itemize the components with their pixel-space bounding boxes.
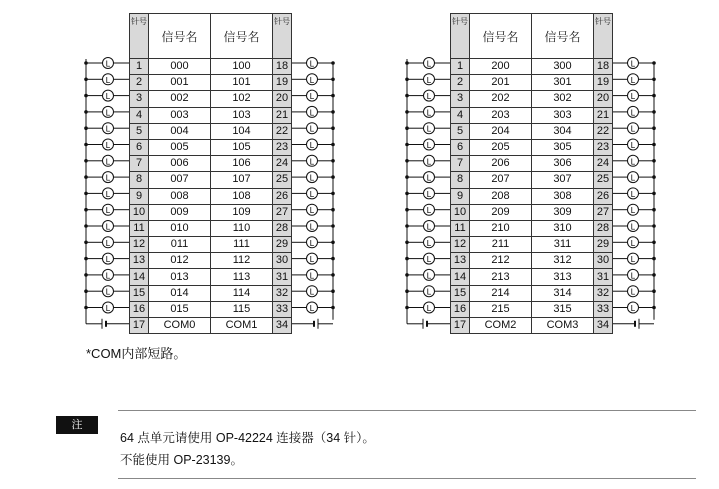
pin-number-right: 24 bbox=[273, 156, 292, 172]
com-footnote: *COM内部短路。 bbox=[86, 346, 187, 361]
table-row bbox=[451, 156, 613, 172]
pin-number-right: 30 bbox=[273, 253, 292, 269]
pin-number-right: 28 bbox=[273, 220, 292, 236]
table-row bbox=[451, 172, 613, 188]
table-row bbox=[451, 285, 613, 301]
signal-name-right: 304 bbox=[532, 123, 594, 139]
signal-name-right: 108 bbox=[211, 188, 273, 204]
pin-number-right: 18 bbox=[273, 59, 292, 75]
signal-name-left: 207 bbox=[470, 172, 532, 188]
junction-dot bbox=[652, 61, 656, 65]
junction-dot bbox=[405, 192, 409, 196]
header-pin-left: 针号 bbox=[451, 14, 470, 59]
load-label: L bbox=[309, 189, 315, 199]
pin-number-left: 2 bbox=[130, 75, 149, 91]
junction-dot bbox=[652, 289, 656, 293]
load-label: L bbox=[105, 124, 111, 134]
junction-dot bbox=[405, 289, 409, 293]
pin-number-left: 9 bbox=[130, 188, 149, 204]
junction-dot bbox=[652, 208, 656, 212]
signal-name-left: 205 bbox=[470, 139, 532, 155]
pin-number-left: 5 bbox=[451, 123, 470, 139]
junction-dot bbox=[405, 159, 409, 163]
pin-number-right: 26 bbox=[273, 188, 292, 204]
pin-number-left: 6 bbox=[451, 139, 470, 155]
pin-number-right: 34 bbox=[594, 318, 613, 334]
signal-name-left: 200 bbox=[470, 59, 532, 75]
signal-name-right: 103 bbox=[211, 107, 273, 123]
load-label: L bbox=[309, 206, 315, 216]
load-label: L bbox=[426, 189, 432, 199]
signal-name-left: 010 bbox=[149, 220, 211, 236]
pin-number-left: 7 bbox=[130, 156, 149, 172]
table-row bbox=[451, 237, 613, 253]
pin-number-right: 33 bbox=[273, 301, 292, 317]
signal-name-right: 115 bbox=[211, 301, 273, 317]
signal-name-left: 009 bbox=[149, 204, 211, 220]
load-label: L bbox=[105, 255, 111, 265]
junction-dot bbox=[652, 241, 656, 245]
load-label: L bbox=[105, 75, 111, 85]
signal-name-left: 202 bbox=[470, 91, 532, 107]
load-label: L bbox=[630, 271, 636, 281]
signal-name-left: 004 bbox=[149, 123, 211, 139]
pin-number-right: 18 bbox=[594, 59, 613, 75]
junction-dot bbox=[405, 94, 409, 98]
signal-name-right: 303 bbox=[532, 107, 594, 123]
pin-table-right bbox=[450, 13, 613, 334]
pin-number-left: 4 bbox=[130, 107, 149, 123]
note-line-1: 64 点单元请使用 OP-42224 连接器（34 针）。 bbox=[120, 431, 375, 445]
load-label: L bbox=[105, 304, 111, 313]
pin-number-right: 23 bbox=[273, 139, 292, 155]
header-signal-right: 信号名 bbox=[532, 14, 594, 59]
signal-name-left: COM0 bbox=[149, 318, 211, 334]
junction-dot bbox=[405, 175, 409, 179]
signal-name-left: 003 bbox=[149, 107, 211, 123]
load-label: L bbox=[426, 124, 432, 134]
load-label: L bbox=[105, 287, 111, 297]
load-label: L bbox=[630, 75, 636, 85]
pin-number-right: 21 bbox=[594, 107, 613, 123]
load-label: L bbox=[630, 189, 636, 199]
pin-number-left: 11 bbox=[130, 220, 149, 236]
pin-number-right: 31 bbox=[273, 269, 292, 285]
pin-number-right: 32 bbox=[273, 285, 292, 301]
signal-name-right: 109 bbox=[211, 204, 273, 220]
junction-dot bbox=[652, 257, 656, 261]
signal-name-right: 305 bbox=[532, 139, 594, 155]
pin-number-left: 6 bbox=[130, 139, 149, 155]
signal-name-right: 101 bbox=[211, 75, 273, 91]
load-label: L bbox=[630, 59, 636, 69]
pin-number-right: 29 bbox=[594, 237, 613, 253]
load-label: L bbox=[309, 173, 315, 183]
pin-number-left: 3 bbox=[451, 91, 470, 107]
pin-number-left: 5 bbox=[130, 123, 149, 139]
junction-dot bbox=[652, 126, 656, 130]
signal-name-left: 201 bbox=[470, 75, 532, 91]
load-label: L bbox=[426, 238, 432, 248]
pin-number-left: 3 bbox=[130, 91, 149, 107]
load-label: L bbox=[105, 206, 111, 216]
load-label: L bbox=[630, 108, 636, 118]
pin-number-right: 33 bbox=[594, 301, 613, 317]
load-label: L bbox=[630, 287, 636, 297]
pin-number-right: 27 bbox=[594, 204, 613, 220]
pin-number-right: 25 bbox=[273, 172, 292, 188]
signal-name-left: 007 bbox=[149, 172, 211, 188]
pin-number-left: 9 bbox=[451, 188, 470, 204]
load-label: L bbox=[630, 157, 636, 167]
pin-number-left: 13 bbox=[451, 253, 470, 269]
signal-name-left: 000 bbox=[149, 59, 211, 75]
load-label: L bbox=[309, 304, 315, 313]
load-label: L bbox=[426, 304, 432, 313]
signal-name-right: 306 bbox=[532, 156, 594, 172]
signal-name-left: 213 bbox=[470, 269, 532, 285]
junction-dot bbox=[652, 78, 656, 82]
table-row bbox=[451, 269, 613, 285]
pin-number-left: 16 bbox=[451, 301, 470, 317]
header-pin-right: 针号 bbox=[273, 14, 292, 59]
load-label: L bbox=[426, 173, 432, 183]
signal-name-right: 315 bbox=[532, 301, 594, 317]
table-row bbox=[451, 253, 613, 269]
pin-number-right: 30 bbox=[594, 253, 613, 269]
junction-dot bbox=[652, 306, 656, 310]
load-label: L bbox=[309, 287, 315, 297]
load-label: L bbox=[105, 222, 111, 232]
load-label: L bbox=[426, 141, 432, 150]
pin-number-left: 4 bbox=[451, 107, 470, 123]
load-label: L bbox=[630, 206, 636, 216]
load-label: L bbox=[105, 189, 111, 199]
load-label: L bbox=[426, 92, 432, 102]
load-label: L bbox=[630, 124, 636, 134]
load-label: L bbox=[309, 108, 315, 118]
load-label: L bbox=[309, 255, 315, 265]
junction-dot bbox=[652, 143, 656, 147]
signal-name-left: 013 bbox=[149, 269, 211, 285]
signal-name-left: 211 bbox=[470, 237, 532, 253]
table-row bbox=[451, 123, 613, 139]
signal-name-right: 301 bbox=[532, 75, 594, 91]
table-row bbox=[451, 107, 613, 123]
load-label: L bbox=[309, 141, 315, 150]
signal-name-left: 210 bbox=[470, 220, 532, 236]
load-label: L bbox=[630, 92, 636, 102]
load-label: L bbox=[309, 59, 315, 69]
load-label: L bbox=[105, 59, 111, 69]
signal-name-right: COM1 bbox=[211, 318, 273, 334]
signal-name-right: 314 bbox=[532, 285, 594, 301]
load-label: L bbox=[426, 206, 432, 216]
signal-name-left: 006 bbox=[149, 156, 211, 172]
signal-name-right: 110 bbox=[211, 220, 273, 236]
header-pin-right: 针号 bbox=[594, 14, 613, 59]
load-label: L bbox=[105, 157, 111, 167]
signal-name-left: 215 bbox=[470, 301, 532, 317]
pin-number-right: 19 bbox=[273, 75, 292, 91]
pin-number-right: 27 bbox=[273, 204, 292, 220]
header-signal-left: 信号名 bbox=[149, 14, 211, 59]
load-label: L bbox=[426, 59, 432, 69]
load-label: L bbox=[105, 108, 111, 118]
junction-dot bbox=[405, 126, 409, 130]
junction-dot bbox=[405, 143, 409, 147]
pin-number-left: 14 bbox=[451, 269, 470, 285]
table-row bbox=[451, 318, 613, 334]
signal-name-left: 001 bbox=[149, 75, 211, 91]
load-label: L bbox=[309, 238, 315, 248]
signal-name-left: 002 bbox=[149, 91, 211, 107]
note-tag: 注 bbox=[56, 416, 98, 434]
table-row bbox=[451, 188, 613, 204]
pin-number-left: 1 bbox=[451, 59, 470, 75]
table-row bbox=[451, 91, 613, 107]
header-pin-left: 针号 bbox=[130, 14, 149, 59]
junction-dot bbox=[405, 257, 409, 261]
junction-dot bbox=[405, 273, 409, 277]
pin-number-right: 21 bbox=[273, 107, 292, 123]
junction-dot bbox=[652, 224, 656, 228]
pin-number-right: 25 bbox=[594, 172, 613, 188]
load-label: L bbox=[426, 271, 432, 281]
pin-number-left: 1 bbox=[130, 59, 149, 75]
load-label: L bbox=[105, 238, 111, 248]
note-rule-top bbox=[118, 410, 696, 411]
signal-name-left: 208 bbox=[470, 188, 532, 204]
pin-number-right: 20 bbox=[273, 91, 292, 107]
load-label: L bbox=[105, 92, 111, 102]
signal-name-right: 106 bbox=[211, 156, 273, 172]
signal-name-left: 214 bbox=[470, 285, 532, 301]
signal-name-left: 015 bbox=[149, 301, 211, 317]
pin-number-right: 22 bbox=[273, 123, 292, 139]
signal-name-left: 011 bbox=[149, 237, 211, 253]
pin-number-left: 15 bbox=[130, 285, 149, 301]
pin-number-left: 2 bbox=[451, 75, 470, 91]
signal-name-right: 107 bbox=[211, 172, 273, 188]
junction-dot bbox=[652, 94, 656, 98]
pin-number-right: 31 bbox=[594, 269, 613, 285]
header-signal-right: 信号名 bbox=[211, 14, 273, 59]
load-label: L bbox=[309, 124, 315, 134]
load-label: L bbox=[426, 157, 432, 167]
load-label: L bbox=[426, 75, 432, 85]
junction-dot bbox=[652, 110, 656, 114]
load-label: L bbox=[426, 222, 432, 232]
signal-name-right: 302 bbox=[532, 91, 594, 107]
signal-name-right: COM3 bbox=[532, 318, 594, 334]
pin-number-right: 28 bbox=[594, 220, 613, 236]
pin-number-right: 29 bbox=[273, 237, 292, 253]
pin-number-right: 19 bbox=[594, 75, 613, 91]
signal-name-left: 206 bbox=[470, 156, 532, 172]
signal-name-right: 311 bbox=[532, 237, 594, 253]
pin-number-right: 24 bbox=[594, 156, 613, 172]
pin-number-left: 7 bbox=[451, 156, 470, 172]
signal-name-right: 111 bbox=[211, 237, 273, 253]
pin-number-left: 12 bbox=[130, 237, 149, 253]
load-label: L bbox=[309, 271, 315, 281]
signal-name-left: 203 bbox=[470, 107, 532, 123]
signal-name-right: 313 bbox=[532, 269, 594, 285]
pin-number-left: 14 bbox=[130, 269, 149, 285]
signal-name-right: 309 bbox=[532, 204, 594, 220]
load-label: L bbox=[105, 141, 111, 150]
junction-dot bbox=[405, 208, 409, 212]
signal-name-left: 204 bbox=[470, 123, 532, 139]
pin-number-left: 10 bbox=[451, 204, 470, 220]
table-row bbox=[451, 139, 613, 155]
pin-number-left: 8 bbox=[451, 172, 470, 188]
pin-number-right: 23 bbox=[594, 139, 613, 155]
signal-name-left: 008 bbox=[149, 188, 211, 204]
load-label: L bbox=[630, 222, 636, 232]
load-label: L bbox=[309, 75, 315, 85]
junction-dot bbox=[405, 78, 409, 82]
pin-number-right: 34 bbox=[273, 318, 292, 334]
pin-number-right: 26 bbox=[594, 188, 613, 204]
header-signal-left: 信号名 bbox=[470, 14, 532, 59]
signal-name-right: 102 bbox=[211, 91, 273, 107]
junction-dot bbox=[405, 241, 409, 245]
table-row bbox=[451, 204, 613, 220]
pin-number-left: 8 bbox=[130, 172, 149, 188]
pin-number-left: 13 bbox=[130, 253, 149, 269]
junction-dot bbox=[652, 273, 656, 277]
junction-dot bbox=[405, 110, 409, 114]
signal-name-right: 307 bbox=[532, 172, 594, 188]
junction-dot bbox=[652, 192, 656, 196]
pin-number-left: 17 bbox=[130, 318, 149, 334]
junction-dot bbox=[405, 306, 409, 310]
signal-name-right: 100 bbox=[211, 59, 273, 75]
signal-name-right: 308 bbox=[532, 188, 594, 204]
signal-name-left: 212 bbox=[470, 253, 532, 269]
load-label: L bbox=[309, 222, 315, 232]
signal-name-left: 014 bbox=[149, 285, 211, 301]
junction-dot bbox=[652, 159, 656, 163]
pin-number-left: 16 bbox=[130, 301, 149, 317]
signal-name-left: 005 bbox=[149, 139, 211, 155]
signal-name-left: 209 bbox=[470, 204, 532, 220]
pin-number-right: 22 bbox=[594, 123, 613, 139]
note-rule-bottom bbox=[118, 478, 696, 479]
load-label: L bbox=[309, 92, 315, 102]
signal-name-left: 012 bbox=[149, 253, 211, 269]
pin-number-right: 20 bbox=[594, 91, 613, 107]
pin-number-left: 11 bbox=[451, 220, 470, 236]
note-line-2: 不能使用 OP-23139。 bbox=[120, 453, 243, 467]
signal-name-right: 113 bbox=[211, 269, 273, 285]
table-row bbox=[451, 59, 613, 75]
load-label: L bbox=[309, 157, 315, 167]
pin-number-left: 15 bbox=[451, 285, 470, 301]
load-label: L bbox=[630, 255, 636, 265]
pin-number-right: 32 bbox=[594, 285, 613, 301]
pin-number-left: 12 bbox=[451, 237, 470, 253]
table-row bbox=[451, 75, 613, 91]
pin-number-left: 17 bbox=[451, 318, 470, 334]
signal-name-right: 312 bbox=[532, 253, 594, 269]
load-label: L bbox=[630, 238, 636, 248]
junction-dot bbox=[652, 175, 656, 179]
load-label: L bbox=[426, 255, 432, 265]
junction-dot bbox=[405, 61, 409, 65]
signal-name-right: 104 bbox=[211, 123, 273, 139]
signal-name-right: 114 bbox=[211, 285, 273, 301]
load-label: L bbox=[426, 287, 432, 297]
load-label: L bbox=[630, 173, 636, 183]
load-label: L bbox=[105, 173, 111, 183]
load-label: L bbox=[630, 304, 636, 313]
load-label: L bbox=[105, 271, 111, 281]
junction-dot bbox=[405, 224, 409, 228]
signal-name-right: 300 bbox=[532, 59, 594, 75]
load-label: L bbox=[426, 108, 432, 118]
table-row bbox=[451, 301, 613, 317]
signal-name-right: 112 bbox=[211, 253, 273, 269]
signal-name-left: COM2 bbox=[470, 318, 532, 334]
pin-number-left: 10 bbox=[130, 204, 149, 220]
signal-name-right: 310 bbox=[532, 220, 594, 236]
load-label: L bbox=[630, 141, 636, 150]
signal-name-right: 105 bbox=[211, 139, 273, 155]
table-row bbox=[451, 220, 613, 236]
